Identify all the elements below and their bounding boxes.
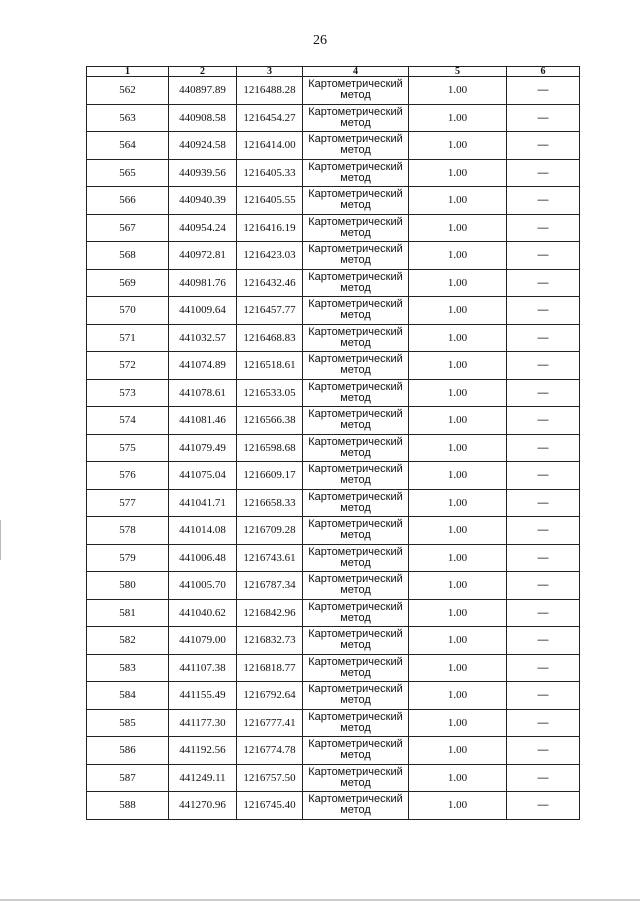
accuracy-cell: 1.00: [409, 104, 507, 132]
note-cell: —: [507, 187, 580, 215]
column-header-5: 5: [409, 67, 507, 77]
note-cell: —: [507, 709, 580, 737]
method-cell: [303, 242, 409, 270]
table-body: [87, 77, 580, 820]
note-cell: —: [507, 297, 580, 325]
y-coordinate-cell: 1216405.55: [237, 187, 303, 215]
point-number-cell: 575: [87, 434, 169, 462]
table-row: [87, 77, 580, 105]
note-cell: —: [507, 434, 580, 462]
x-coordinate-cell: 441270.96: [169, 792, 237, 820]
x-coordinate-cell: 440908.58: [169, 104, 237, 132]
coordinates-table: [86, 66, 580, 820]
method-line-2: метод: [340, 364, 371, 377]
method-line-2: метод: [340, 611, 371, 624]
point-number-cell: 577: [87, 489, 169, 517]
method-cell: [303, 682, 409, 710]
x-coordinate-cell: 441032.57: [169, 324, 237, 352]
point-number-cell: 572: [87, 352, 169, 380]
note-cell: —: [507, 242, 580, 270]
method-cell: [303, 792, 409, 820]
accuracy-cell: 1.00: [409, 654, 507, 682]
y-coordinate-cell: 1216609.17: [237, 462, 303, 490]
method-line-2: метод: [340, 419, 371, 432]
note-cell: —: [507, 132, 580, 160]
method-line-1: Картометрический: [308, 105, 403, 118]
scan-edge-mark: [0, 520, 1, 560]
table-row: [87, 187, 580, 215]
table-row: [87, 764, 580, 792]
method-cell: [303, 572, 409, 600]
accuracy-cell: 1.00: [409, 682, 507, 710]
accuracy-cell: 1.00: [409, 572, 507, 600]
method-line-1: Картометрический: [308, 573, 403, 586]
method-cell: [303, 599, 409, 627]
x-coordinate-cell: 440897.89: [169, 77, 237, 105]
x-coordinate-cell: 441107.38: [169, 654, 237, 682]
method-cell: [303, 187, 409, 215]
y-coordinate-cell: 1216743.61: [237, 544, 303, 572]
method-line-1: Картометрический: [308, 78, 403, 91]
x-coordinate-cell: 441249.11: [169, 764, 237, 792]
method-line-2: метод: [340, 529, 371, 542]
table-row: [87, 242, 580, 270]
method-line-2: метод: [340, 144, 371, 157]
note-cell: —: [507, 324, 580, 352]
method-line-1: Картометрический: [308, 765, 403, 778]
y-coordinate-cell: 1216598.68: [237, 434, 303, 462]
point-number-cell: 568: [87, 242, 169, 270]
point-number-cell: 586: [87, 737, 169, 765]
table-row: [87, 627, 580, 655]
method-line-2: метод: [340, 776, 371, 789]
method-cell: [303, 407, 409, 435]
method-line-2: метод: [340, 309, 371, 322]
method-cell: [303, 517, 409, 545]
point-number-cell: 576: [87, 462, 169, 490]
point-number-cell: 574: [87, 407, 169, 435]
note-cell: —: [507, 599, 580, 627]
accuracy-cell: 1.00: [409, 242, 507, 270]
table-row: [87, 544, 580, 572]
note-cell: —: [507, 654, 580, 682]
accuracy-cell: 1.00: [409, 77, 507, 105]
note-cell: —: [507, 269, 580, 297]
x-coordinate-cell: 440954.24: [169, 214, 237, 242]
point-number-cell: 573: [87, 379, 169, 407]
method-cell: [303, 352, 409, 380]
method-line-2: метод: [340, 336, 371, 349]
note-cell: —: [507, 352, 580, 380]
accuracy-cell: 1.00: [409, 214, 507, 242]
table-row: [87, 104, 580, 132]
point-number-cell: 585: [87, 709, 169, 737]
x-coordinate-cell: 441177.30: [169, 709, 237, 737]
note-cell: —: [507, 682, 580, 710]
method-line-2: метод: [340, 89, 371, 102]
y-coordinate-cell: 1216774.78: [237, 737, 303, 765]
x-coordinate-cell: 441078.61: [169, 379, 237, 407]
accuracy-cell: 1.00: [409, 132, 507, 160]
y-coordinate-cell: 1216842.96: [237, 599, 303, 627]
note-cell: —: [507, 77, 580, 105]
method-cell: [303, 737, 409, 765]
x-coordinate-cell: 441009.64: [169, 297, 237, 325]
table-row: [87, 599, 580, 627]
point-number-cell: 583: [87, 654, 169, 682]
y-coordinate-cell: 1216757.50: [237, 764, 303, 792]
point-number-cell: 587: [87, 764, 169, 792]
method-cell: [303, 297, 409, 325]
method-line-1: Картометрический: [308, 490, 403, 503]
method-line-1: Картометрический: [308, 683, 403, 696]
method-cell: [303, 544, 409, 572]
y-coordinate-cell: 1216792.64: [237, 682, 303, 710]
accuracy-cell: 1.00: [409, 379, 507, 407]
table-row: [87, 709, 580, 737]
note-cell: —: [507, 462, 580, 490]
scan-bottom-edge: [0, 899, 640, 901]
x-coordinate-cell: 441155.49: [169, 682, 237, 710]
accuracy-cell: 1.00: [409, 489, 507, 517]
x-coordinate-cell: 441006.48: [169, 544, 237, 572]
x-coordinate-cell: 441192.56: [169, 737, 237, 765]
x-coordinate-cell: 441040.62: [169, 599, 237, 627]
note-cell: —: [507, 737, 580, 765]
accuracy-cell: 1.00: [409, 407, 507, 435]
method-line-2: метод: [340, 749, 371, 762]
point-number-cell: 569: [87, 269, 169, 297]
y-coordinate-cell: 1216818.77: [237, 654, 303, 682]
accuracy-cell: 1.00: [409, 324, 507, 352]
method-line-2: метод: [340, 171, 371, 184]
x-coordinate-cell: 441079.00: [169, 627, 237, 655]
x-coordinate-cell: 440939.56: [169, 159, 237, 187]
point-number-cell: 578: [87, 517, 169, 545]
method-line-1: Картометрический: [308, 325, 403, 338]
note-cell: —: [507, 764, 580, 792]
note-cell: —: [507, 544, 580, 572]
method-cell: [303, 379, 409, 407]
table-row: [87, 379, 580, 407]
point-number-cell: 580: [87, 572, 169, 600]
method-cell: [303, 489, 409, 517]
method-line-1: Картометрический: [308, 353, 403, 366]
note-cell: —: [507, 627, 580, 655]
table-row: [87, 434, 580, 462]
y-coordinate-cell: 1216709.28: [237, 517, 303, 545]
page-number: 26: [313, 33, 327, 48]
x-coordinate-cell: 441041.71: [169, 489, 237, 517]
y-coordinate-cell: 1216457.77: [237, 297, 303, 325]
x-coordinate-cell: 441079.49: [169, 434, 237, 462]
table-row: [87, 269, 580, 297]
x-coordinate-cell: 441005.70: [169, 572, 237, 600]
method-cell: [303, 709, 409, 737]
method-line-1: Картометрический: [308, 133, 403, 146]
accuracy-cell: 1.00: [409, 599, 507, 627]
method-line-1: Картометрический: [308, 408, 403, 421]
point-number-cell: 582: [87, 627, 169, 655]
column-header-3: 3: [237, 67, 303, 77]
method-line-1: Картометрический: [308, 463, 403, 476]
accuracy-cell: 1.00: [409, 709, 507, 737]
table-row: [87, 682, 580, 710]
x-coordinate-cell: 440981.76: [169, 269, 237, 297]
accuracy-cell: 1.00: [409, 352, 507, 380]
point-number-cell: 570: [87, 297, 169, 325]
accuracy-cell: 1.00: [409, 737, 507, 765]
method-line-1: Картометрический: [308, 160, 403, 173]
method-cell: [303, 627, 409, 655]
point-number-cell: 567: [87, 214, 169, 242]
x-coordinate-cell: 440940.39: [169, 187, 237, 215]
accuracy-cell: 1.00: [409, 627, 507, 655]
note-cell: —: [507, 572, 580, 600]
table-row: [87, 654, 580, 682]
method-line-2: метод: [340, 694, 371, 707]
note-cell: —: [507, 792, 580, 820]
method-cell: [303, 462, 409, 490]
method-cell: [303, 104, 409, 132]
method-line-2: метод: [340, 116, 371, 129]
table-row: [87, 214, 580, 242]
method-line-1: Картометрический: [308, 628, 403, 641]
y-coordinate-cell: 1216533.05: [237, 379, 303, 407]
method-line-1: Картометрический: [308, 793, 403, 806]
method-line-2: метод: [340, 254, 371, 267]
table-row: [87, 517, 580, 545]
x-coordinate-cell: 440924.58: [169, 132, 237, 160]
method-line-1: Картометрический: [308, 243, 403, 256]
note-cell: —: [507, 379, 580, 407]
y-coordinate-cell: 1216405.33: [237, 159, 303, 187]
accuracy-cell: 1.00: [409, 159, 507, 187]
point-number-cell: 566: [87, 187, 169, 215]
accuracy-cell: 1.00: [409, 764, 507, 792]
accuracy-cell: 1.00: [409, 517, 507, 545]
y-coordinate-cell: 1216832.73: [237, 627, 303, 655]
method-cell: [303, 764, 409, 792]
y-coordinate-cell: 1216468.83: [237, 324, 303, 352]
method-line-2: метод: [340, 391, 371, 404]
column-header-1: 1: [87, 67, 169, 77]
method-line-2: метод: [340, 446, 371, 459]
y-coordinate-cell: 1216777.41: [237, 709, 303, 737]
note-cell: —: [507, 517, 580, 545]
y-coordinate-cell: 1216745.40: [237, 792, 303, 820]
y-coordinate-cell: 1216566.38: [237, 407, 303, 435]
method-line-2: метод: [340, 226, 371, 239]
method-line-2: метод: [340, 199, 371, 212]
method-line-2: метод: [340, 804, 371, 817]
accuracy-cell: 1.00: [409, 544, 507, 572]
point-number-cell: 581: [87, 599, 169, 627]
method-line-1: Картометрический: [308, 380, 403, 393]
y-coordinate-cell: 1216488.28: [237, 77, 303, 105]
x-coordinate-cell: 441075.04: [169, 462, 237, 490]
table-row: [87, 132, 580, 160]
y-coordinate-cell: 1216414.00: [237, 132, 303, 160]
method-line-1: Картометрический: [308, 518, 403, 531]
table-row: [87, 792, 580, 820]
column-header-2: 2: [169, 67, 237, 77]
point-number-cell: 579: [87, 544, 169, 572]
table-row: [87, 352, 580, 380]
table-row: [87, 572, 580, 600]
note-cell: —: [507, 159, 580, 187]
method-line-2: метод: [340, 666, 371, 679]
method-line-1: Картометрический: [308, 710, 403, 723]
note-cell: —: [507, 104, 580, 132]
table-row: [87, 159, 580, 187]
method-line-1: Картометрический: [308, 188, 403, 201]
method-line-1: Картометрический: [308, 298, 403, 311]
method-cell: [303, 434, 409, 462]
column-header-4: 4: [303, 67, 409, 77]
note-cell: —: [507, 489, 580, 517]
table-row: [87, 324, 580, 352]
note-cell: —: [507, 407, 580, 435]
method-cell: [303, 324, 409, 352]
accuracy-cell: 1.00: [409, 297, 507, 325]
method-cell: [303, 269, 409, 297]
accuracy-cell: 1.00: [409, 187, 507, 215]
method-line-1: Картометрический: [308, 435, 403, 448]
method-line-2: метод: [340, 281, 371, 294]
method-line-1: Картометрический: [308, 655, 403, 668]
method-line-1: Картометрический: [308, 545, 403, 558]
accuracy-cell: 1.00: [409, 269, 507, 297]
method-line-1: Картометрический: [308, 738, 403, 751]
method-line-2: метод: [340, 556, 371, 569]
note-cell: —: [507, 214, 580, 242]
table-row: [87, 462, 580, 490]
method-line-2: метод: [340, 639, 371, 652]
y-coordinate-cell: 1216423.03: [237, 242, 303, 270]
point-number-cell: 564: [87, 132, 169, 160]
x-coordinate-cell: 441081.46: [169, 407, 237, 435]
accuracy-cell: 1.00: [409, 792, 507, 820]
method-line-2: метод: [340, 474, 371, 487]
y-coordinate-cell: 1216658.33: [237, 489, 303, 517]
accuracy-cell: 1.00: [409, 462, 507, 490]
point-number-cell: 563: [87, 104, 169, 132]
x-coordinate-cell: 441014.08: [169, 517, 237, 545]
y-coordinate-cell: 1216432.46: [237, 269, 303, 297]
table-row: [87, 737, 580, 765]
method-line-2: метод: [340, 501, 371, 514]
point-number-cell: 584: [87, 682, 169, 710]
point-number-cell: 565: [87, 159, 169, 187]
y-coordinate-cell: 1216787.34: [237, 572, 303, 600]
method-cell: [303, 77, 409, 105]
method-line-2: метод: [340, 721, 371, 734]
y-coordinate-cell: 1216454.27: [237, 104, 303, 132]
y-coordinate-cell: 1216518.61: [237, 352, 303, 380]
accuracy-cell: 1.00: [409, 434, 507, 462]
method-line-1: Картометрический: [308, 600, 403, 613]
y-coordinate-cell: 1216416.19: [237, 214, 303, 242]
point-number-cell: 571: [87, 324, 169, 352]
method-cell: [303, 654, 409, 682]
point-number-cell: 588: [87, 792, 169, 820]
method-line-1: Картометрический: [308, 270, 403, 283]
method-cell: [303, 159, 409, 187]
table-row: [87, 407, 580, 435]
table-header-row: [87, 67, 580, 77]
method-cell: [303, 132, 409, 160]
method-cell: [303, 214, 409, 242]
method-line-1: Картометрический: [308, 215, 403, 228]
table-row: [87, 489, 580, 517]
x-coordinate-cell: 441074.89: [169, 352, 237, 380]
column-header-6: 6: [507, 67, 580, 77]
point-number-cell: 562: [87, 77, 169, 105]
x-coordinate-cell: 440972.81: [169, 242, 237, 270]
table-row: [87, 297, 580, 325]
method-line-2: метод: [340, 584, 371, 597]
